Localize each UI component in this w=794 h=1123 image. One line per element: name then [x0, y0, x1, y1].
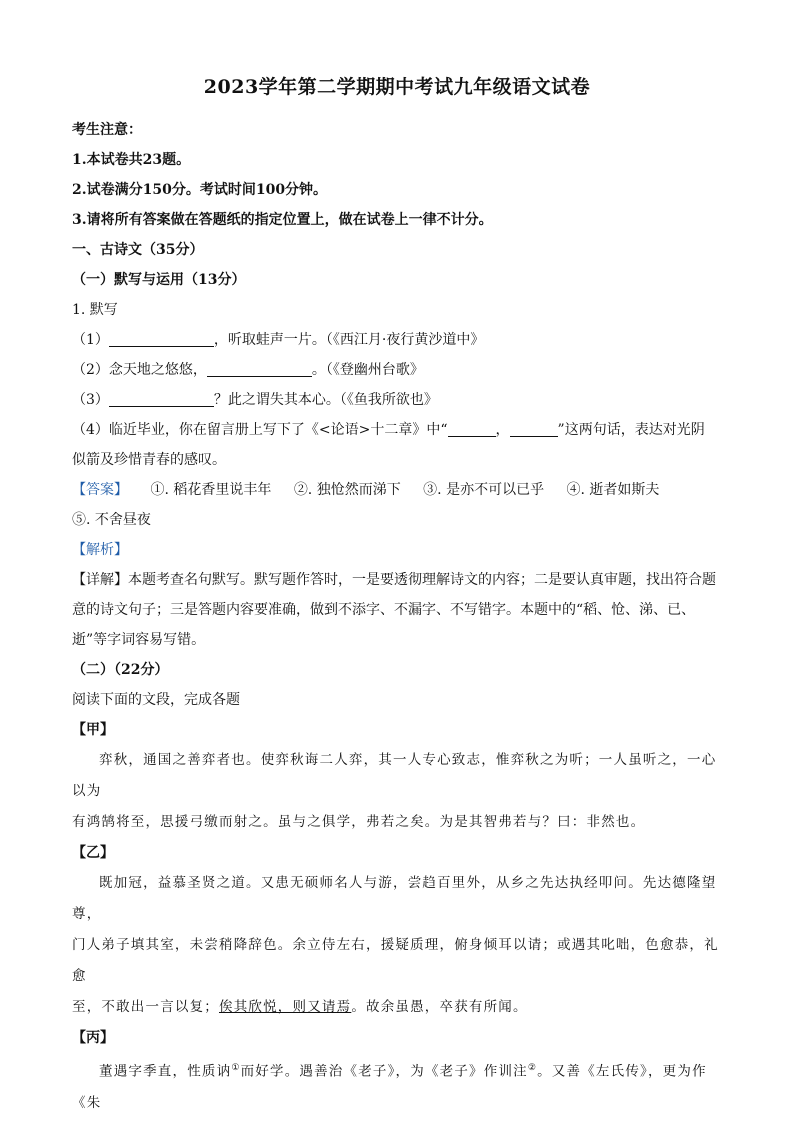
- answer-blank: [448, 420, 496, 437]
- question-item-4-cont: 似箭及珍惜青春的感叹。: [72, 452, 226, 468]
- notice-heading: 考生注意：: [72, 122, 142, 138]
- text-span: 而好学。遇善治《老子》，为《老子》作训注: [240, 1063, 528, 1080]
- item-text: （4）临近毕业，你在留言册上写下了《<论语>十二章》中“: [72, 422, 448, 438]
- passage-bing-line-1: [72, 1053, 722, 1119]
- notice-item-1: 1.本试卷共23题。: [72, 152, 191, 168]
- underlined-sentence: 俟其欣悦，则又请焉: [219, 999, 352, 1015]
- passage-jia-line-2: 有鸿鹄将至，思援弓缴而射之。虽与之俱学，弗若之矣。为是其智弗若与？曰：非然也。: [72, 814, 646, 830]
- part-heading-1: （一）默写与运用（13分）: [72, 272, 246, 288]
- section-heading: 一、古诗文（35分）: [72, 242, 204, 258]
- item-separator: ，: [495, 422, 510, 438]
- analysis-line-1: 本题考查名句默写。默写题作答时，一是要透彻理解诗文的内容；二是要认真审题，找出符合题: [128, 572, 716, 588]
- answer-item-4: ④. 逝者如斯夫: [566, 482, 660, 498]
- passage-yi-line-3: [72, 992, 722, 1023]
- answer-item-1: ①. 稻花香里说丰年: [150, 482, 272, 498]
- footnote-marker-2: ②: [527, 1063, 538, 1073]
- question-item-3: [72, 385, 722, 415]
- question-item-2: [72, 355, 722, 385]
- item-text: ？此之谓失其本心。（《鱼我所欲也》: [213, 392, 438, 408]
- question-label: 1. 默写: [72, 302, 118, 318]
- item-text: ”这两句话，表达对光阴: [557, 422, 705, 438]
- passage-bing-label: 【丙】: [72, 1030, 114, 1046]
- text-span: 。又善《左氏传》，更为作《朱: [72, 1063, 707, 1111]
- passage-jia: [72, 745, 722, 838]
- analysis-label: 【解析】: [72, 542, 128, 558]
- analysis-line-3: 逝”等字词容易写错。: [72, 632, 206, 648]
- passage-jia-line-1: 弈秋，通国之善弈者也。使弈秋诲二人弈，其一人专心致志，惟弈秋之为听；一人虽听之，一心以为: [72, 752, 717, 799]
- notice-item-2: 2.试卷满分150分。考试时间100分钟。: [72, 182, 328, 198]
- footnote-marker-1: ①: [231, 1063, 241, 1073]
- passage-yi-label: 【乙】: [72, 845, 114, 861]
- notice-item-3: 3.请将所有答案做在答题纸的指定位置上，做在试卷上一律不计分。: [72, 212, 493, 228]
- passage-jia-label: 【甲】: [72, 722, 114, 738]
- answer-blank: [109, 390, 214, 407]
- answer-item-2: ②. 独怆然而涕下: [293, 482, 401, 498]
- text-span: 。故余虽愚，卒获有所闻。: [351, 999, 528, 1015]
- answer-blank: [109, 330, 214, 347]
- question-item-1: [72, 325, 722, 355]
- answer-blank: [510, 420, 558, 437]
- text-span: 董遇字季直，性质讷: [99, 1063, 232, 1080]
- item-prefix: （1）: [72, 332, 109, 348]
- text-span: 至，不敢出一言以复；: [72, 999, 219, 1015]
- page-title: 2023学年第二学期期中考试九年级语文试卷: [203, 76, 591, 98]
- analysis-detail: [72, 565, 722, 655]
- part-heading-2: （二）（22分）: [72, 662, 169, 678]
- item-text: 。（《登幽州台歌》: [311, 362, 424, 378]
- reading-intro: 阅读下面的文段，完成各题: [72, 692, 240, 708]
- answer-item-5: ⑤. 不舍昼夜: [72, 512, 151, 528]
- question-item-4: [72, 415, 722, 445]
- answer-row: [72, 475, 722, 505]
- passage-yi: [72, 868, 722, 1023]
- answer-blank: [207, 360, 312, 377]
- item-text: ，听取蛙声一片。（《西江月·夜行黄沙道中》: [213, 332, 485, 348]
- item-prefix: （2）念天地之悠悠，: [72, 362, 207, 378]
- answer-label: 【答案】: [72, 482, 128, 498]
- passage-yi-line-1: 既加冠，益慕圣贤之道。又患无硕师名人与游，尝趋百里外，从乡之先达执经叩问。先达德隆望尊，: [72, 875, 717, 922]
- passage-yi-line-2: 门人弟子填其室，未尝稍降辞色。余立侍左右，援疑质理，俯身倾耳以请；或遇其叱咄，色愈恭，礼愈: [72, 937, 719, 984]
- analysis-line-2: 意的诗文句子；三是答题内容要准确，做到不添字、不漏字、不写错字。本题中的“稻、怆、涕、已、: [72, 602, 696, 618]
- detail-label: 【详解】: [72, 572, 128, 588]
- passage-bing: [72, 1053, 722, 1119]
- item-prefix: （3）: [72, 392, 109, 408]
- answer-item-3: ③. 是亦不可以已乎: [423, 482, 545, 498]
